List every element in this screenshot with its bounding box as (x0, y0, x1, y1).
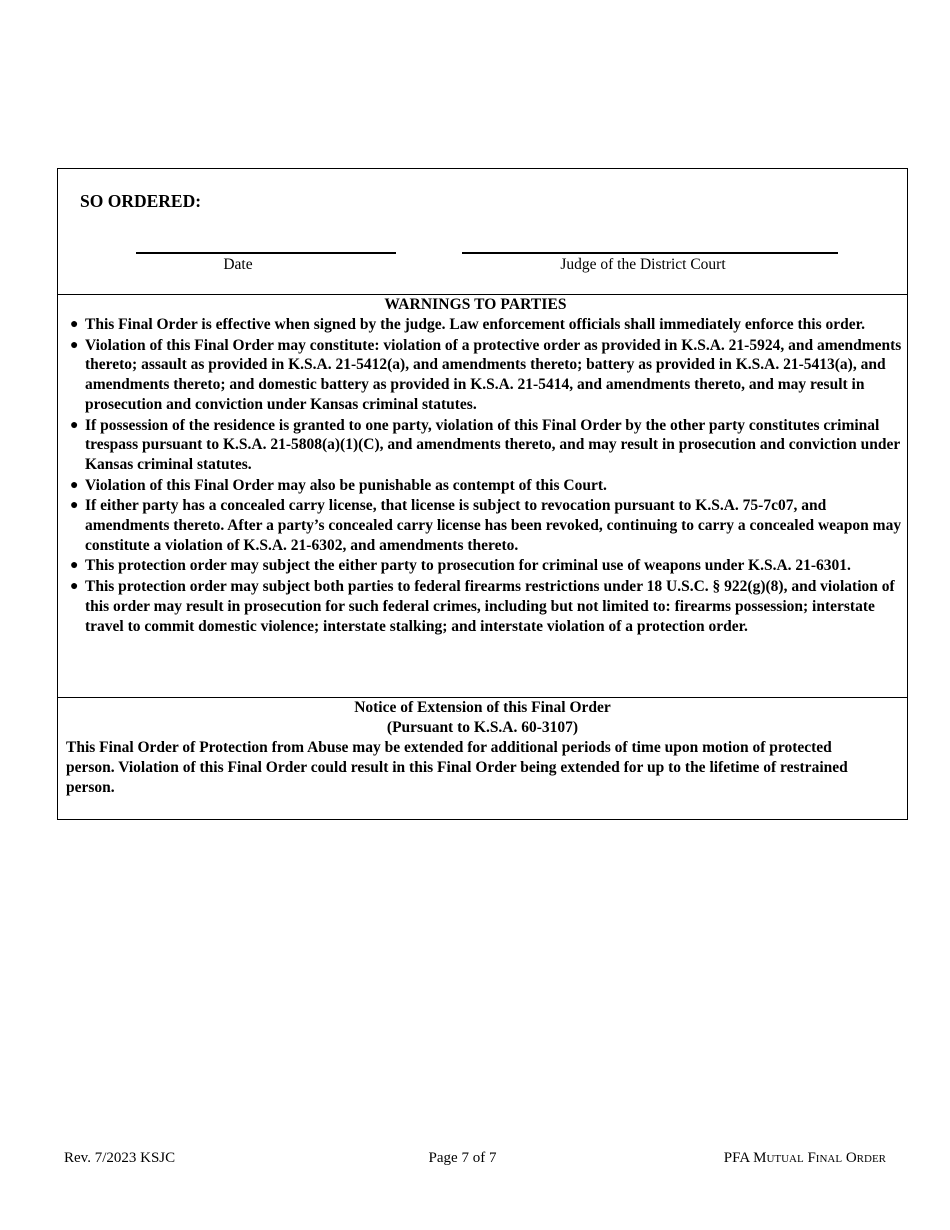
footer-revision: Rev. 7/2023 KSJC (64, 1150, 176, 1166)
warnings-title (58, 295, 907, 314)
warnings-section (58, 295, 907, 698)
warning-text: This protection order may subject the either party to prosecution for criminal use of weapons under K.S.A. 21-6301. (85, 557, 851, 575)
warning-item (58, 556, 903, 576)
bullet-icon: ● (70, 558, 79, 574)
warnings-title-text: WARNINGS TO PARTIES (384, 296, 567, 313)
warning-item (58, 577, 903, 636)
bullet-icon: ● (70, 317, 79, 332)
warning-item (58, 496, 903, 555)
warning-text: This Final Order is effective when signed by the judge. Law enforcement officials shall immediately enforce this order. (85, 316, 865, 333)
warning-item (58, 315, 903, 335)
bullet-icon: ● (70, 579, 79, 595)
warning-text: If either party has a concealed carry license, that license is subject to revocation pursuant to K.S.A. 75-7c07, and amendments thereto. After a party’s concealed carry license has been revoked, continuing to carry a concealed weapon may constitute a violation of K.S.A. 21-6302, and amendments thereto. (85, 497, 902, 554)
bullet-icon: ● (70, 498, 79, 514)
warning-text: This protection order may subject both parties to federal firearms restrictions under 18 U.S.C. § 922(g)(8), and violation of this order may result in prosecution for such federal crimes, including but not limited to: firearms possession; interstate travel to commit domestic violence; interstate stalking; and interstate violation of a protection order. (85, 578, 895, 635)
notice-body: This Final Order of Protection from Abuse may be extended for additional periods of time upon motion of protected person. Violation of this Final Order could result in this Final Order being extended for up to the lifetime of restrained person. (66, 739, 848, 796)
bullet-icon: ● (70, 477, 79, 493)
judge-signature-line (462, 252, 838, 254)
notice-title: Notice of Extension of this Final Order (354, 699, 611, 716)
notice-subtitle: (Pursuant to K.S.A. 60-3107) (386, 719, 579, 736)
footer-form-name: PFA Mutual Final Order (723, 1150, 886, 1166)
warning-text: Violation of this Final Order may also be punishable as contempt of this Court. (85, 476, 607, 494)
date-label: Date (223, 256, 253, 273)
so-ordered-heading: SO ORDERED: (80, 191, 202, 211)
warning-text: Violation of this Final Order may constitute: violation of a protective order as provided in K.S.A. 21-5924, and amendments thereto; assault as provided in K.S.A. 21-5412(a), and amendments thereto; battery as provided in K.S.A. 21-5413(a), and amendments thereto; and domestic battery as provided in K.S.A. 21-5414, and amendments thereto, and may result in prosecution and conviction under Kansas criminal statutes. (85, 336, 902, 413)
order-form-box (57, 168, 908, 820)
bullet-icon: ● (70, 337, 79, 353)
warnings-list (58, 315, 903, 637)
so-ordered-section (58, 169, 907, 295)
judge-label: Judge of the District Court (560, 256, 726, 273)
warning-item (58, 416, 903, 475)
extension-notice-section (58, 698, 907, 819)
warning-item (58, 336, 903, 415)
warning-item (58, 476, 903, 496)
bullet-icon: ● (70, 417, 79, 433)
warning-text: If possession of the residence is granted to one party, violation of this Final Order by the other party constitutes criminal trespass pursuant to K.S.A. 21-5808(a)(1)(C), and amendments thereto, and may result in prosecution and conviction under Kansas criminal statutes. (85, 416, 900, 473)
footer-page-number: Page 7 of 7 (428, 1150, 497, 1166)
date-signature-line (136, 252, 396, 254)
